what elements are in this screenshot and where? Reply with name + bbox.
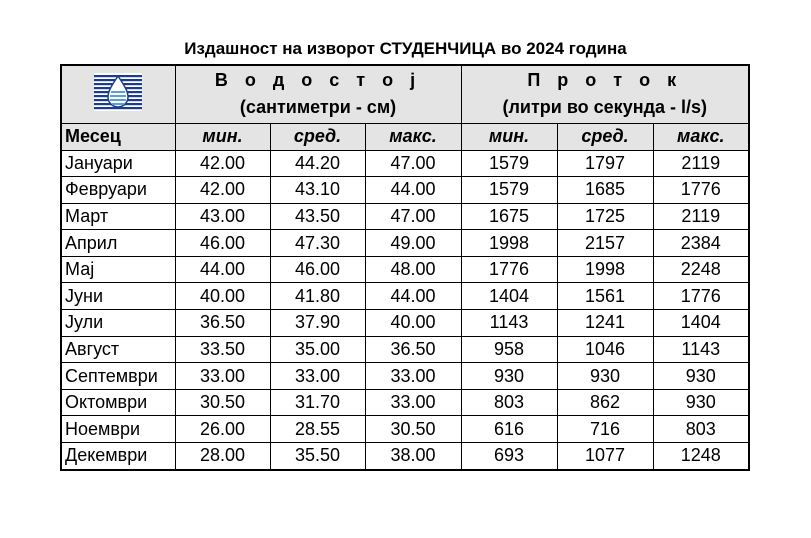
level-max-cell: 38.00: [365, 443, 461, 470]
level-avg-cell: 44.20: [270, 150, 365, 177]
page-title: Издашност на изворот СТУДЕНЧИЦА во 2024 година: [184, 39, 627, 58]
flow-max-cell: 930: [653, 363, 749, 390]
level-avg-cell: 46.00: [270, 256, 365, 283]
flow-max-cell: 930: [653, 389, 749, 416]
flow-min-cell: 958: [461, 336, 557, 363]
level-min-header: мин.: [175, 123, 270, 150]
table-row: [61, 203, 749, 230]
level-min-cell: 36.50: [175, 310, 270, 337]
level-min-cell: 46.00: [175, 230, 270, 257]
flow-avg-header: сред.: [557, 123, 653, 150]
month-cell: Март: [61, 203, 175, 230]
flow-min-cell: 1143: [461, 310, 557, 337]
flow-avg-cell: 2157: [557, 230, 653, 257]
yield-table: [60, 64, 750, 471]
flow-avg-cell: 1241: [557, 310, 653, 337]
flow-min-cell: 616: [461, 416, 557, 443]
group-header-row: [61, 65, 749, 123]
flow-max-cell: 2119: [653, 203, 749, 230]
flow-min-cell: 1675: [461, 203, 557, 230]
table-row: [61, 336, 749, 363]
logo-cell: [61, 65, 175, 123]
level-max-cell: 40.00: [365, 310, 461, 337]
water-level-group-header: [175, 65, 461, 123]
level-min-cell: 33.50: [175, 336, 270, 363]
flow-max-cell: 2119: [653, 150, 749, 177]
flow-min-cell: 1579: [461, 177, 557, 204]
flow-unit: (литри во секунда - l/s): [502, 97, 708, 118]
level-min-cell: 28.00: [175, 443, 270, 470]
flow-max-cell: 1776: [653, 177, 749, 204]
table-body: [61, 150, 749, 470]
level-max-header: макс.: [365, 123, 461, 150]
flow-avg-cell: 1561: [557, 283, 653, 310]
level-avg-cell: 28.55: [270, 416, 365, 443]
month-cell: Јуни: [61, 283, 175, 310]
flow-max-cell: 1404: [653, 310, 749, 337]
flow-avg-cell: 1725: [557, 203, 653, 230]
flow-avg-cell: 716: [557, 416, 653, 443]
month-cell: Февруари: [61, 177, 175, 204]
flow-min-cell: 1579: [461, 150, 557, 177]
level-min-cell: 43.00: [175, 203, 270, 230]
level-max-cell: 44.00: [365, 177, 461, 204]
level-min-cell: 40.00: [175, 283, 270, 310]
level-max-cell: 48.00: [365, 256, 461, 283]
flow-min-cell: 803: [461, 389, 557, 416]
level-avg-cell: 33.00: [270, 363, 365, 390]
table-row: [61, 363, 749, 390]
month-cell: Октомври: [61, 389, 175, 416]
water-level-unit: (сантиметри - см): [239, 97, 397, 118]
flow-min-cell: 1404: [461, 283, 557, 310]
flow-max-cell: 1248: [653, 443, 749, 470]
level-avg-cell: 47.30: [270, 230, 365, 257]
flow-min-cell: 1998: [461, 230, 557, 257]
month-cell: Ноември: [61, 416, 175, 443]
table-row: [61, 230, 749, 257]
flow-avg-cell: 1046: [557, 336, 653, 363]
level-max-cell: 33.00: [365, 389, 461, 416]
level-max-cell: 33.00: [365, 363, 461, 390]
level-avg-header: сред.: [270, 123, 365, 150]
flow-max-cell: 1776: [653, 283, 749, 310]
month-cell: Мај: [61, 256, 175, 283]
table-row: [61, 283, 749, 310]
level-max-cell: 36.50: [365, 336, 461, 363]
flow-max-cell: 2248: [653, 256, 749, 283]
flow-max-cell: 1143: [653, 336, 749, 363]
flow-avg-cell: 1797: [557, 150, 653, 177]
level-max-cell: 47.00: [365, 150, 461, 177]
table-row: [61, 150, 749, 177]
level-avg-cell: 43.50: [270, 203, 365, 230]
month-cell: Април: [61, 230, 175, 257]
table-row: [61, 310, 749, 337]
month-cell: Јули: [61, 310, 175, 337]
month-cell: Јануари: [61, 150, 175, 177]
flow-avg-cell: 1077: [557, 443, 653, 470]
flow-min-cell: 693: [461, 443, 557, 470]
level-max-cell: 47.00: [365, 203, 461, 230]
month-cell: Септември: [61, 363, 175, 390]
level-avg-cell: 43.10: [270, 177, 365, 204]
flow-min-cell: 1776: [461, 256, 557, 283]
table-row: [61, 389, 749, 416]
water-drop-logo-icon: [94, 73, 142, 111]
level-max-cell: 30.50: [365, 416, 461, 443]
table-row: [61, 177, 749, 204]
level-min-cell: 42.00: [175, 177, 270, 204]
month-cell: Декември: [61, 443, 175, 470]
flow-min-cell: 930: [461, 363, 557, 390]
level-min-cell: 33.00: [175, 363, 270, 390]
month-cell: Август: [61, 336, 175, 363]
flow-max-cell: 2384: [653, 230, 749, 257]
level-min-cell: 30.50: [175, 389, 270, 416]
flow-avg-cell: 1998: [557, 256, 653, 283]
flow-group-header: [461, 65, 749, 123]
level-min-cell: 42.00: [175, 150, 270, 177]
column-header-row: [61, 123, 749, 150]
level-avg-cell: 31.70: [270, 389, 365, 416]
level-max-cell: 44.00: [365, 283, 461, 310]
level-max-cell: 49.00: [365, 230, 461, 257]
table-row: [61, 256, 749, 283]
level-avg-cell: 41.80: [270, 283, 365, 310]
flow-title: П р о т о к: [527, 70, 683, 91]
flow-max-header: макс.: [653, 123, 749, 150]
level-avg-cell: 35.50: [270, 443, 365, 470]
flow-avg-cell: 1685: [557, 177, 653, 204]
level-avg-cell: 35.00: [270, 336, 365, 363]
flow-max-cell: 803: [653, 416, 749, 443]
water-level-title: В о д о с т о ј: [214, 70, 422, 91]
level-min-cell: 26.00: [175, 416, 270, 443]
flow-avg-cell: 862: [557, 389, 653, 416]
table-row: [61, 443, 749, 470]
flow-avg-cell: 930: [557, 363, 653, 390]
level-avg-cell: 37.90: [270, 310, 365, 337]
flow-min-header: мин.: [461, 123, 557, 150]
level-min-cell: 44.00: [175, 256, 270, 283]
month-column-header: Месец: [61, 123, 175, 150]
table-row: [61, 416, 749, 443]
